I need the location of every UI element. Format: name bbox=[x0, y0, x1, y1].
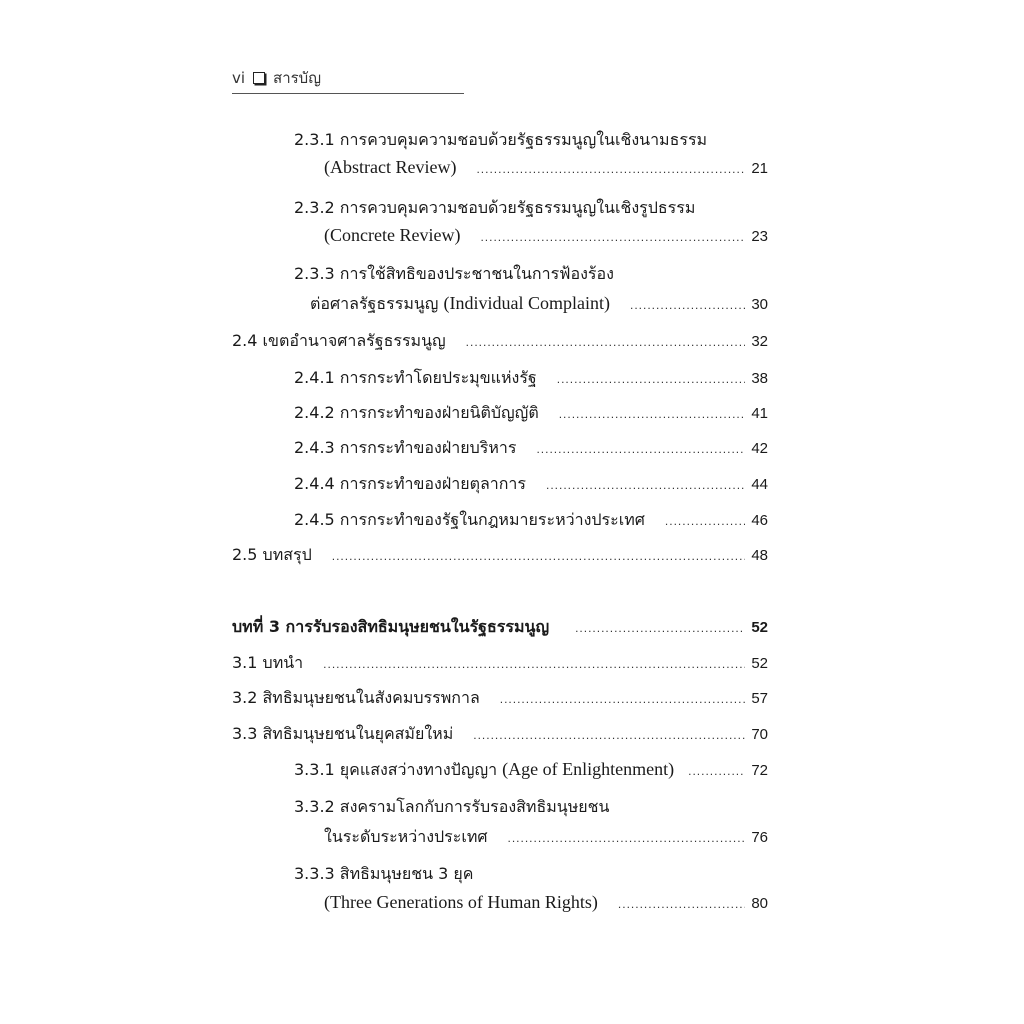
page-ref: 70 bbox=[751, 726, 768, 743]
entry-label-th: ต่อศาลรัฐธรรมนูญ bbox=[310, 294, 444, 313]
page-ref: 30 bbox=[751, 296, 768, 313]
dot-leader bbox=[559, 407, 746, 421]
page-ref: 38 bbox=[751, 370, 768, 387]
toc-entry-3-3-3-line1: 3.3.3 สิทธิมนุษยชน 3 ยุค bbox=[294, 864, 474, 883]
entry-label-en: (Individual Complaint) bbox=[443, 293, 611, 313]
dot-leader bbox=[665, 514, 745, 528]
toc-entry-3-3-2[interactable] bbox=[324, 825, 768, 850]
entry-label: 3.2 สิทธิมนุษยชนในสังคมบรรพกาล bbox=[232, 688, 480, 707]
dot-leader bbox=[508, 831, 746, 845]
toc-entry-2-3-2-line1: 2.3.2 การควบคุมความชอบด้วยรัฐธรรมนูญในเชิงรูปธรรม bbox=[294, 198, 696, 217]
entry-label: 2.4 เขตอำนาจศาลรัฐธรรมนูญ bbox=[232, 331, 446, 350]
entry-label: (Abstract Review) bbox=[324, 157, 457, 177]
entry-label: (Three Generations of Human Rights) bbox=[324, 892, 598, 912]
page-ref: 41 bbox=[751, 405, 768, 422]
page-ref: 46 bbox=[751, 512, 768, 529]
chapter-label: บทที่ 3 การรับรองสิทธิมนุษยชนในรัฐธรรมนูญ bbox=[232, 617, 550, 636]
entry-label: 2.4.3 การกระทำของฝ่ายบริหาร bbox=[294, 438, 517, 457]
dot-leader bbox=[618, 897, 745, 911]
page-ref: 32 bbox=[751, 333, 768, 350]
dot-leader bbox=[332, 549, 746, 563]
page-ref: 21 bbox=[751, 160, 768, 177]
header-title: สารบัญ bbox=[273, 69, 321, 87]
dot-leader bbox=[466, 335, 746, 349]
page-ref: 42 bbox=[751, 440, 768, 457]
page-header bbox=[232, 66, 321, 90]
page-ref: 72 bbox=[751, 762, 768, 779]
entry-label: 3.1 บทนำ bbox=[232, 653, 304, 672]
entry-label: 3.3 สิทธิมนุษยชนในยุคสมัยใหม่ bbox=[232, 724, 454, 743]
page-number: vi bbox=[232, 69, 246, 87]
toc-entry-3-3-2-line1: 3.3.2 สงครามโลกกับการรับรองสิทธิมนุษยชน bbox=[294, 797, 610, 816]
page-ref: 48 bbox=[751, 547, 768, 564]
toc-entry-2-3-3-line1: 2.3.3 การใช้สิทธิของประชาชนในการฟ้องร้อง bbox=[294, 264, 614, 283]
entry-label: 2.4.1 การกระทำโดยประมุขแห่งรัฐ bbox=[294, 368, 537, 387]
toc-entry-2-4-1[interactable] bbox=[294, 366, 768, 391]
dot-leader bbox=[688, 764, 745, 778]
dot-leader bbox=[575, 621, 745, 635]
dot-leader bbox=[536, 442, 745, 456]
page-ref: 52 bbox=[751, 619, 768, 636]
toc-entry-2-3-2[interactable] bbox=[324, 225, 768, 246]
page-ref: 76 bbox=[751, 829, 768, 846]
toc-entry-3-3-3[interactable] bbox=[324, 892, 768, 913]
page-ref: 80 bbox=[751, 895, 768, 912]
toc-entry-3-3-1[interactable] bbox=[294, 758, 768, 783]
dot-leader bbox=[323, 657, 745, 671]
toc-entry-2-5[interactable] bbox=[232, 543, 768, 568]
page-ref: 52 bbox=[751, 655, 768, 672]
entry-label: 2.4.2 การกระทำของฝ่ายนิติบัญญัติ bbox=[294, 403, 539, 422]
dot-leader bbox=[476, 162, 745, 176]
dot-leader bbox=[500, 692, 746, 706]
entry-label: 2.4.5 การกระทำของรัฐในกฎหมายระหว่างประเทศ bbox=[294, 510, 645, 529]
toc-entry-3-2[interactable] bbox=[232, 686, 768, 711]
dot-leader bbox=[546, 478, 745, 492]
toc-entry-2-3-1-line1: 2.3.1 การควบคุมความชอบด้วยรัฐธรรมนูญในเชิงนามธรรม bbox=[294, 130, 708, 149]
entry-label: 2.5 บทสรุป bbox=[232, 545, 312, 564]
page-ref: 44 bbox=[751, 476, 768, 493]
toc-entry-2-4-2[interactable] bbox=[294, 401, 768, 426]
toc-entry-2-4[interactable] bbox=[232, 329, 768, 354]
entry-label-th: 3.3.1 ยุคแสงสว่างทางปัญญา bbox=[294, 760, 503, 779]
dot-leader bbox=[557, 372, 746, 386]
toc-entry-3-3[interactable] bbox=[232, 722, 768, 747]
toc-entry-3-1[interactable] bbox=[232, 651, 768, 676]
toc-chapter-3[interactable] bbox=[232, 615, 768, 640]
page-ref: 23 bbox=[751, 228, 768, 245]
toc-entry-2-3-1[interactable] bbox=[324, 157, 768, 178]
entry-label: 2.4.4 การกระทำของฝ่ายตุลาการ bbox=[294, 474, 527, 493]
dot-leader bbox=[480, 230, 745, 244]
dot-leader bbox=[630, 298, 745, 312]
entry-label: ในระดับระหว่างประเทศ bbox=[324, 827, 488, 846]
header-divider bbox=[232, 93, 464, 94]
toc-entry-2-4-5[interactable] bbox=[294, 508, 768, 533]
dot-leader bbox=[473, 728, 745, 742]
toc-entry-2-4-4[interactable] bbox=[294, 472, 768, 497]
square-bullet-icon bbox=[253, 72, 265, 84]
page-ref: 57 bbox=[751, 690, 768, 707]
toc-entry-2-4-3[interactable] bbox=[294, 436, 768, 461]
toc-entry-2-3-3[interactable] bbox=[310, 292, 768, 317]
entry-label-en: (Age of Enlightenment) bbox=[502, 759, 675, 779]
entry-label: (Concrete Review) bbox=[324, 225, 461, 245]
